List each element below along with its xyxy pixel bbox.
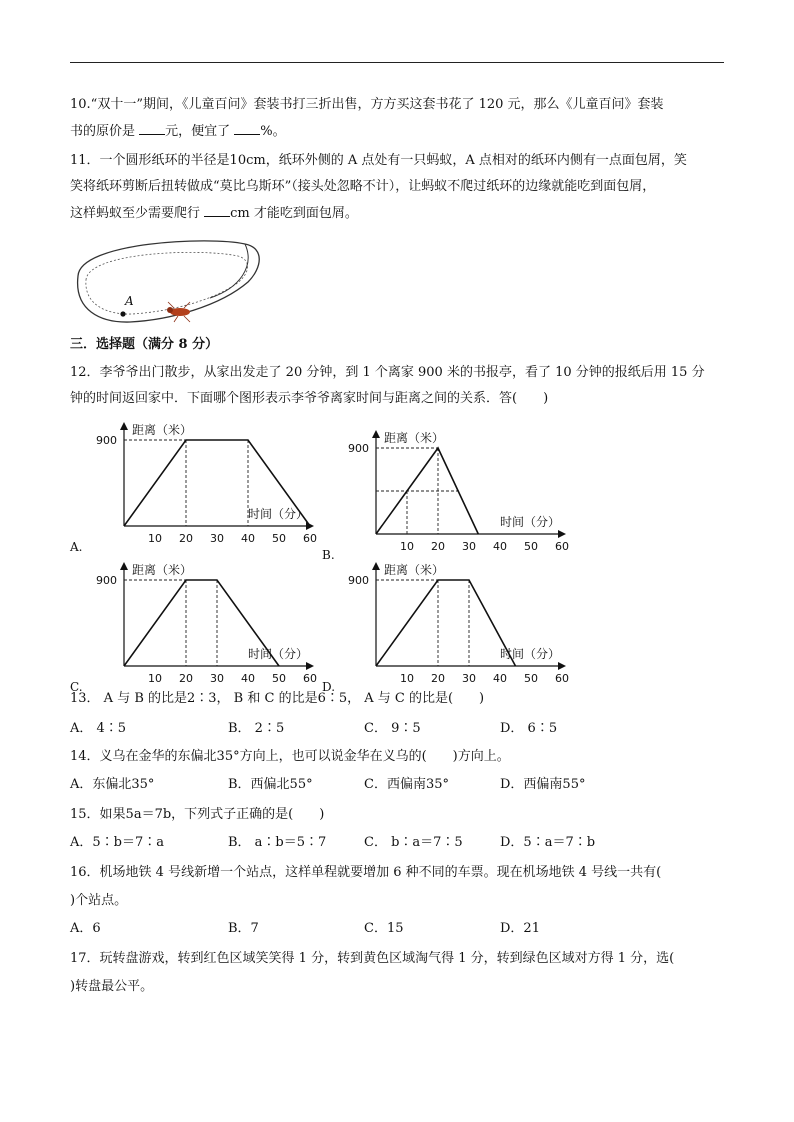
- q10-blank-price[interactable]: [139, 122, 165, 135]
- chart-option-label: B.: [322, 548, 335, 562]
- q17-line1: 17．玩转盘游戏，转到红色区域笑笑得 1 分，转到黄色区域淘气得 1 分，转到绿色区域对方得 1 分，选(: [70, 951, 675, 966]
- x-tick-label: 10: [400, 672, 414, 685]
- chart-option-label: C.: [70, 680, 83, 694]
- q16-option-d[interactable]: D．21: [500, 921, 540, 936]
- x-tick-label: 30: [210, 532, 224, 545]
- q16-option-a[interactable]: A．6: [70, 921, 101, 936]
- x-axis-arrow: [306, 662, 314, 670]
- q10-text-c: %。: [260, 124, 286, 139]
- chart-option-b[interactable]: [322, 428, 572, 560]
- q10-line2: [70, 122, 286, 141]
- y-tick-label: 900: [96, 574, 117, 587]
- mobius-strip-figure: [70, 236, 270, 336]
- series-line: [376, 580, 516, 666]
- q16-option-b[interactable]: B．7: [228, 921, 259, 936]
- x-tick-label: 60: [555, 672, 569, 685]
- q11-line2: 笑将纸环剪断后扭转做成“莫比乌斯环”（接头处忽略不计），让蚂蚁不爬过纸环的边缘就能吃到面包屑，: [70, 179, 656, 194]
- chart-option-label: D.: [322, 680, 336, 694]
- y-tick-label: 900: [348, 574, 369, 587]
- x-axis-label: 时间（分）: [500, 515, 561, 529]
- x-tick-label: 20: [179, 672, 193, 685]
- x-axis-label: 时间（分）: [500, 647, 561, 661]
- header-rule: [70, 62, 724, 63]
- q15-question: 15．如果5a＝7b，下列式子正确的是( ): [70, 807, 325, 822]
- x-tick-label: 10: [148, 532, 162, 545]
- y-tick-label: 900: [348, 442, 369, 455]
- q11-blank-distance[interactable]: [204, 204, 230, 217]
- y-axis-label: 距离（米）: [384, 563, 445, 577]
- x-axis-label: 时间（分）: [248, 647, 309, 661]
- chart-svg: [322, 560, 572, 688]
- x-tick-label: 10: [148, 672, 162, 685]
- q13-option-d[interactable]: D． 6∶5: [500, 721, 558, 736]
- q14-option-b[interactable]: B．西偏北55°: [228, 777, 313, 792]
- q11-line1: 11．一个圆形纸环的半径是10cm，纸环外侧的 A 点处有一只蚂蚁，A 点相对的纸环内侧有一点面包屑，笑: [70, 153, 687, 168]
- y-axis-label: 距离（米）: [132, 423, 193, 437]
- x-tick-label: 50: [272, 532, 286, 545]
- q12-line2: 钟的时间返回家中．下面哪个图形表示李爷爷离家时间与距离之间的关系．答( ): [70, 391, 549, 406]
- x-tick-label: 50: [524, 540, 538, 553]
- q14-question: 14．义乌在金华的东偏北35°方向上，也可以说金华在义乌的( )方向上。: [70, 749, 510, 764]
- x-tick-label: 40: [241, 532, 255, 545]
- chart-option-a[interactable]: [70, 420, 320, 552]
- q17-line2: )转盘最公平。: [70, 979, 154, 994]
- q16-option-c[interactable]: C．15: [364, 921, 404, 936]
- chart-svg: [70, 560, 320, 688]
- x-tick-label: 30: [462, 540, 476, 553]
- q11-line3: [70, 204, 358, 223]
- y-axis-label: 距离（米）: [132, 563, 193, 577]
- x-tick-label: 40: [241, 672, 255, 685]
- q13-option-b[interactable]: B． 2∶5: [228, 721, 285, 736]
- y-axis-arrow: [120, 422, 128, 430]
- x-tick-label: 30: [210, 672, 224, 685]
- q15-option-d[interactable]: D．5∶a＝7∶b: [500, 835, 596, 850]
- x-tick-label: 50: [272, 672, 286, 685]
- q10-blank-percent[interactable]: [234, 122, 260, 135]
- q13-question: 13． A 与 B 的比是2∶3， B 和 C 的比是6∶5， A 与 C 的比是( ): [70, 691, 485, 706]
- x-tick-label: 60: [555, 540, 569, 553]
- chart-svg: [70, 420, 320, 548]
- x-tick-label: 10: [400, 540, 414, 553]
- x-tick-label: 40: [493, 540, 507, 553]
- y-axis-arrow: [120, 562, 128, 570]
- q16-line1: 16．机场地铁 4 号线新增一个站点，这样单程就要增加 6 种不同的车票。现在机场地铁 4 号线一共有(: [70, 865, 662, 880]
- y-axis-arrow: [372, 562, 380, 570]
- q12-line1: 12．李爷爷出门散步，从家出发走了 20 分钟，到 1 个离家 900 米的书报亭，看了 10 分钟的报纸后用 15 分: [70, 365, 705, 380]
- q10-text-a: 书的原价是: [70, 124, 140, 139]
- q11-text-b: cm 才能吃到面包屑。: [230, 206, 358, 221]
- x-tick-label: 40: [493, 672, 507, 685]
- q10-line1: 10.“双十一”期间，《儿童百问》套装书打三折出售，方方买这套书花了 120 元，那么《儿童百问》套装: [70, 97, 664, 112]
- x-tick-label: 60: [303, 532, 317, 545]
- q14-option-c[interactable]: C．西偏南35°: [364, 777, 449, 792]
- section-3-title: 三．选择题（满分 8 分）: [70, 337, 219, 352]
- point-a-label: A: [125, 294, 134, 308]
- y-axis-label: 距离（米）: [384, 431, 445, 445]
- x-tick-label: 20: [431, 672, 445, 685]
- chart-option-label: A.: [70, 540, 83, 554]
- chart-option-d[interactable]: [322, 560, 572, 692]
- q16-line2: )个站点。: [70, 893, 128, 908]
- x-tick-label: 60: [303, 672, 317, 685]
- x-axis-arrow: [558, 530, 566, 538]
- x-tick-label: 20: [179, 532, 193, 545]
- y-tick-label: 900: [96, 434, 117, 447]
- q13-option-c[interactable]: C． 9∶5: [364, 721, 421, 736]
- q10-text-b: 元，便宜了: [165, 124, 235, 139]
- q15-option-a[interactable]: A．5∶b＝7∶a: [70, 835, 165, 850]
- x-axis-label: 时间（分）: [248, 507, 309, 521]
- q14-option-a[interactable]: A．东偏北35°: [70, 777, 155, 792]
- y-axis-arrow: [372, 430, 380, 438]
- x-axis-arrow: [558, 662, 566, 670]
- x-tick-label: 30: [462, 672, 476, 685]
- q15-option-c[interactable]: C． b∶a＝7∶5: [364, 835, 463, 850]
- q14-option-d[interactable]: D．西偏南55°: [500, 777, 586, 792]
- x-tick-label: 20: [431, 540, 445, 553]
- chart-option-c[interactable]: [70, 560, 320, 692]
- chart-svg: [322, 428, 572, 556]
- q15-option-b[interactable]: B． a∶b＝5∶7: [228, 835, 327, 850]
- q11-text-a: 这样蚂蚁至少需要爬行: [70, 206, 205, 221]
- x-tick-label: 50: [524, 672, 538, 685]
- q13-option-a[interactable]: A． 4∶5: [70, 721, 127, 736]
